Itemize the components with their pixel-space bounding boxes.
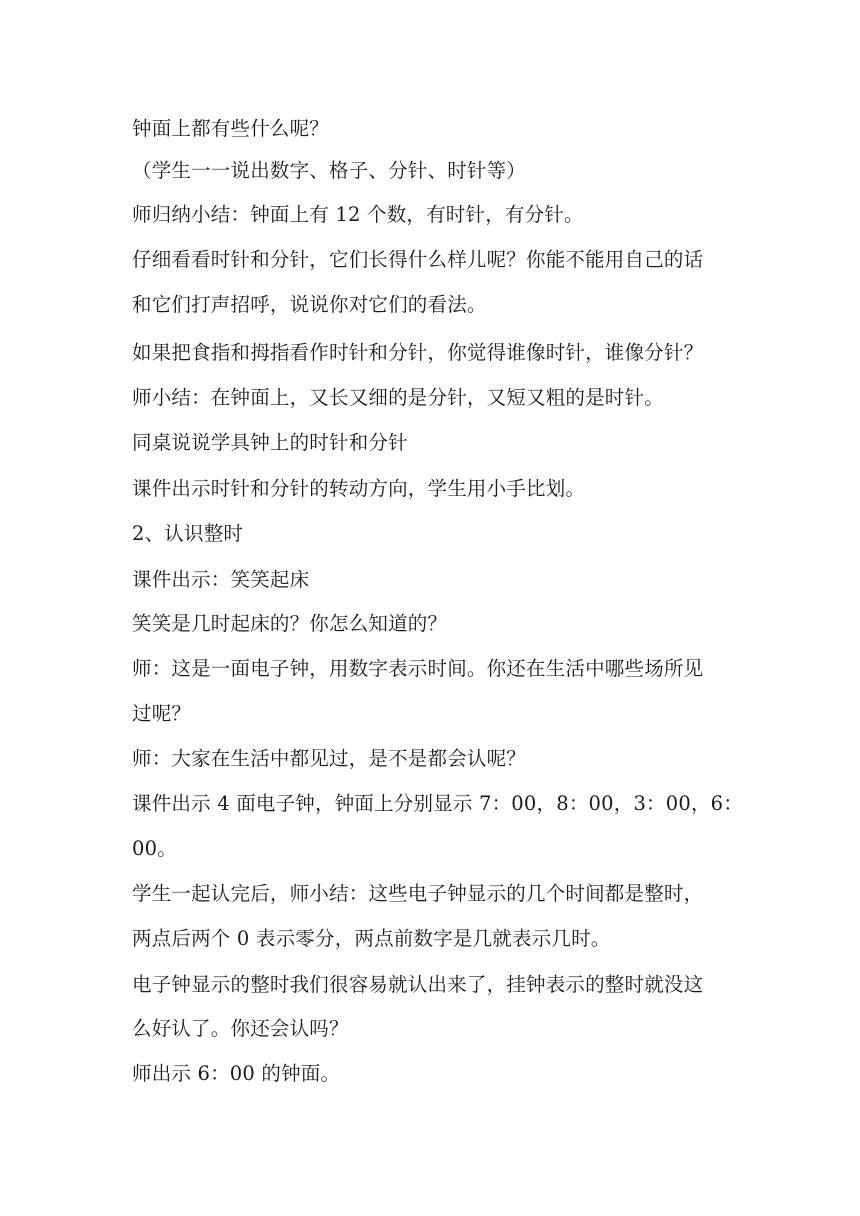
text-line: 师：这是一面电子钟，用数字表示时间。你还在生活中哪些场所见 — [132, 657, 704, 680]
text-line: 课件出示 4 面电子钟，钟面上分别显示 7：00，8：00，3：00，6： — [132, 792, 743, 815]
text-line: 师归纳小结：钟面上有 12 个数，有时针，有分针。 — [132, 203, 584, 226]
text-line: 过呢？ — [132, 702, 192, 725]
text-line: 课件出示时针和分针的转动方向，学生用小手比划。 — [132, 477, 586, 500]
text-line: 两点后两个 0 表示零分，两点前数字是几就表示几时。 — [132, 927, 611, 950]
text-line: 仔细看看时针和分针，它们长得什么样儿呢？你能不能用自己的话 — [132, 248, 704, 271]
text-line: 师小结：在钟面上，又长又细的是分针，又短又粗的是时针。 — [132, 386, 664, 409]
section-heading: 2、认识整时 — [132, 522, 244, 545]
text-line: 电子钟显示的整时我们很容易就认出来了，挂钟表示的整时就没这 — [132, 973, 704, 996]
text-line: 笑笑是几时起床的？你怎么知道的？ — [132, 612, 448, 635]
text-line: 课件出示：笑笑起床 — [132, 568, 310, 591]
text-line: 00。 — [132, 837, 177, 860]
text-line: 钟面上都有些什么呢？ — [132, 117, 330, 140]
text-line: 么好认了。你还会认吗？ — [132, 1017, 349, 1040]
text-line: 如果把食指和拇指看作时针和分针，你觉得谁像时针，谁像分针？ — [132, 341, 704, 364]
text-line: 师出示 6：00 的钟面。 — [132, 1062, 341, 1085]
text-line: 同桌说说学具钟上的时针和分针 — [132, 431, 408, 454]
text-line: 和它们打声招呼，说说你对它们的看法。 — [132, 293, 487, 316]
text-line: （学生一一说出数字、格子、分针、时针等） — [132, 159, 527, 182]
text-line: 学生一起认完后，师小结：这些电子钟显示的几个时间都是整时， — [132, 882, 704, 905]
text-line: 师：大家在生活中都见过，是不是都会认呢？ — [132, 747, 527, 770]
